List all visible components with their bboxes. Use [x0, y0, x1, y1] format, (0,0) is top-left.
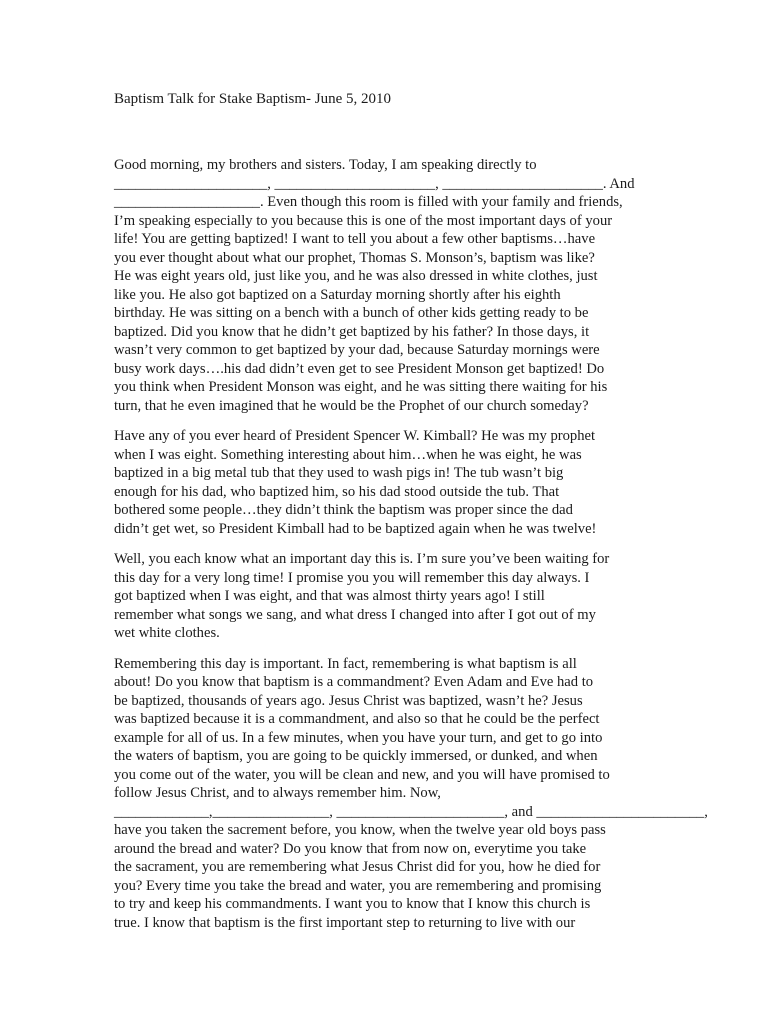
text-line: turn, that he even imagined that he would be the Prophet of our church someday? — [114, 397, 589, 414]
text-line: Well, you each know what an important day this is. I’m sure you’ve been waiting for — [114, 551, 610, 567]
document-body — [114, 156, 708, 932]
text-line: _____________,________________, _______________________, and _______________________, — [114, 803, 708, 820]
text-line: Remembering this day is important. In fact, remembering is what baptism is all — [114, 655, 577, 672]
text-line: follow Jesus Christ, and to always remember him. Now, — [114, 785, 441, 801]
text-line: be baptized, thousands of years ago. Jesus Christ was baptized, wasn’t he? Jesus — [114, 692, 583, 709]
text-line: busy work days….his dad didn’t even get to see President Monson get baptized! Do — [114, 360, 605, 377]
text-line: enough for his dad, who baptized him, so his dad stood outside the tub. That — [114, 483, 560, 500]
document-page — [114, 90, 708, 944]
text-line: _____________________, ______________________, ______________________. And — [114, 175, 635, 192]
text-line: baptized in a big metal tub that they used to wash pigs in! The tub wasn’t big — [114, 465, 564, 481]
text-line: Have any of you ever heard of President Spencer W. Kimball? He was my prophet — [114, 428, 596, 444]
paragraph — [114, 550, 659, 643]
text-line: true. I know that baptism is the first important step to returning to live with our — [114, 914, 576, 931]
text-line: I’m speaking especially to you because this is one of the most important days of your — [114, 212, 613, 229]
text-line: example for all of us. In a few minutes, when you have your turn, and get to go into — [114, 729, 603, 746]
text-line: to try and keep his commandments. I want you to know that I know this church is — [114, 896, 591, 912]
paragraph — [114, 156, 659, 415]
text-line: you? Every time you take the bread and water, you are remembering and promising — [114, 877, 602, 894]
text-line: you ever thought about what our prophet, Thomas S. Monson’s, baptism was like? — [114, 249, 595, 266]
text-line: wet white clothes. — [114, 625, 220, 641]
text-line: He was eight years old, just like you, and he was also dressed in white clothes, just — [114, 268, 598, 284]
paragraph — [114, 427, 659, 538]
text-line: the waters of baptism, you are going to be quickly immersed, or dunked, and when — [114, 748, 598, 764]
text-line: you think when President Monson was eight, and he was sitting there waiting for his — [114, 379, 608, 395]
text-line: baptized. Did you know that he didn’t get baptized by his father? In those days, it — [114, 323, 590, 340]
text-line: wasn’t very common to get baptized by your dad, because Saturday mornings were — [114, 342, 600, 358]
text-line: got baptized when I was eight, and that was almost thirty years ago! I still — [114, 588, 545, 604]
text-line: this day for a very long time! I promise you you will remember this day always. I — [114, 569, 590, 586]
text-line: bothered some people…they didn’t think the baptism was proper since the dad — [114, 502, 573, 518]
text-line: when I was eight. Something interesting about him…when he was eight, he was — [114, 446, 582, 463]
text-line: have you taken the sacrement before, you know, when the twelve year old boys pass — [114, 822, 606, 838]
text-line: ____________________. Even though this room is filled with your family and friends, — [114, 194, 623, 210]
text-line: Good morning, my brothers and sisters. Today, I am speaking directly to — [114, 157, 537, 173]
text-line: about! Do you know that baptism is a commandment? Even Adam and Eve had to — [114, 674, 594, 690]
paragraph — [114, 655, 708, 933]
text-line: around the bread and water? Do you know that from now on, everytime you take — [114, 840, 587, 857]
text-line: remember what songs we sang, and what dress I changed into after I got out of my — [114, 606, 596, 623]
text-line: was baptized because it is a commandment, and also so that he could be the perfect — [114, 711, 600, 727]
text-line: life! You are getting baptized! I want to tell you about a few other baptisms…have — [114, 231, 596, 247]
text-line: didn’t get wet, so President Kimball had to be baptized again when he was twelve! — [114, 520, 597, 537]
text-line: like you. He also got baptized on a Saturday morning shortly after his eighth — [114, 286, 561, 303]
text-line: the sacrament, you are remembering what Jesus Christ did for you, how he died for — [114, 859, 601, 875]
document-title: Baptism Talk for Stake Baptism- June 5, 2010 — [114, 91, 391, 107]
text-line: you come out of the water, you will be clean and new, and you will have promised to — [114, 766, 610, 783]
text-line: birthday. He was sitting on a bench with a bunch of other kids getting ready to be — [114, 305, 589, 321]
